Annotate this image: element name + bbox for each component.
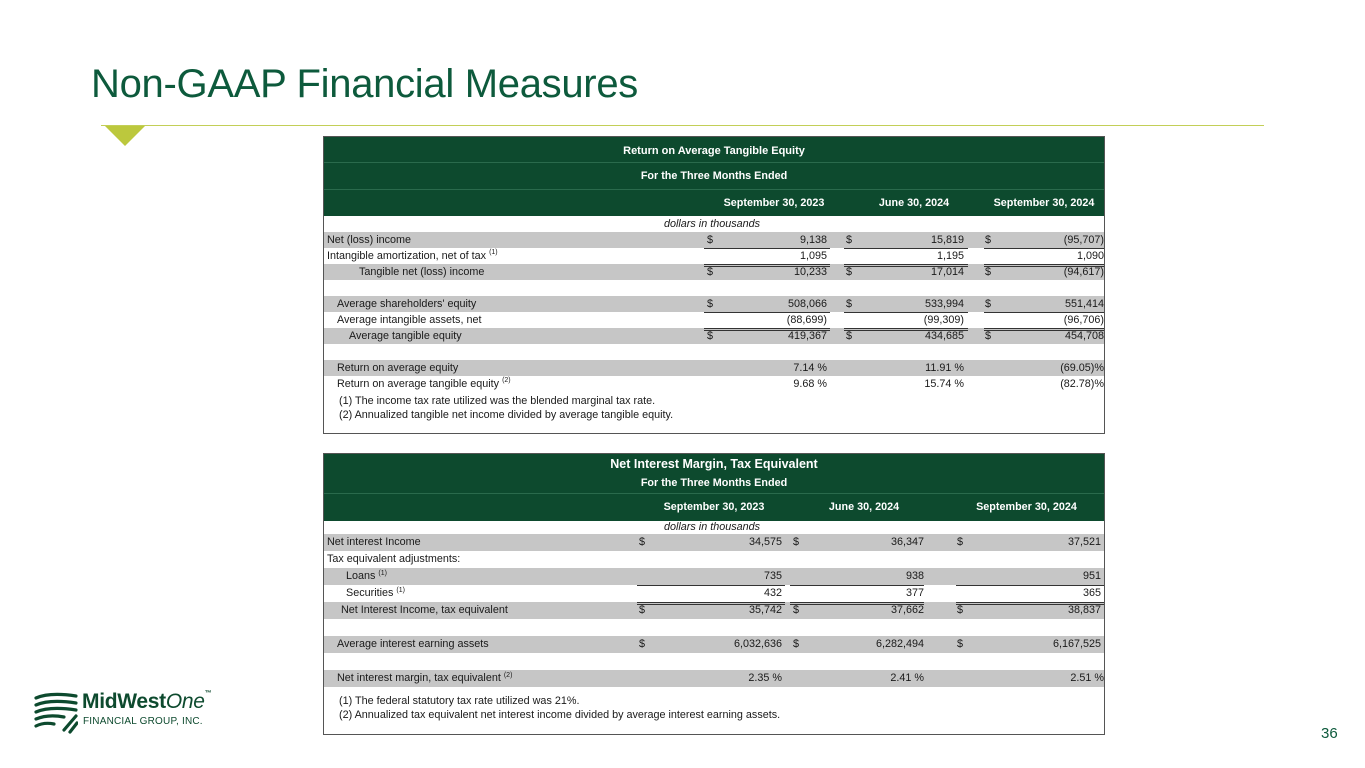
dollar-sign: $: [846, 330, 853, 342]
underline: [956, 585, 1104, 586]
table-row: [324, 232, 1104, 248]
spacer-row: [324, 280, 1104, 296]
dollar-sign: $: [957, 638, 964, 650]
logo-name-main: MidWest: [82, 690, 166, 713]
cell-value: 432: [763, 587, 782, 599]
underline: [704, 312, 830, 313]
row-label-text: Securities: [346, 587, 394, 599]
double-underline: [790, 602, 924, 605]
footnote: (2) Annualized tax equivalent net interest income divided by average interest earning assets.: [339, 709, 781, 721]
row-label-text: Intangible amortization, net of tax: [327, 250, 487, 262]
cell-value: 34,575: [748, 536, 782, 548]
double-underline: [844, 264, 968, 267]
cell-value: 2.41 %: [890, 672, 924, 684]
company-logo: [34, 690, 224, 735]
rote-col-header: September 30, 2023: [723, 197, 825, 209]
slide-title: Non-GAAP Financial Measures: [91, 62, 638, 106]
cell-value: 419,367: [787, 330, 827, 342]
cell-value: 735: [763, 570, 782, 582]
row-label: [346, 568, 387, 585]
logo-trademark: ™: [204, 690, 212, 697]
cell-value: 951: [1082, 570, 1101, 582]
cell-value: 6,032,636: [733, 638, 782, 650]
double-underline: [637, 602, 785, 605]
row-label: Net interest Income: [327, 536, 421, 548]
cell-value: 454,708: [1064, 330, 1104, 342]
cell-value: (69.05)%: [1060, 362, 1104, 374]
table-row: [324, 312, 1104, 328]
dollar-sign: $: [957, 604, 964, 616]
cell-value: (96,706): [1063, 314, 1104, 326]
underline: [637, 585, 785, 586]
cell-value: 11.91 %: [925, 362, 964, 374]
table-row-total: [324, 328, 1104, 344]
logo-wordmark: [82, 690, 211, 714]
underline: [844, 312, 968, 313]
double-underline: [984, 264, 1104, 267]
cell-value: (99,309): [923, 314, 964, 326]
footnote: (1) The income tax rate utilized was the blended marginal tax rate.: [339, 395, 656, 407]
dollar-sign: $: [707, 266, 714, 278]
divider-triangle: [105, 126, 145, 146]
nim-col-header: September 30, 2024: [976, 501, 1077, 513]
cell-value: 1,195: [936, 250, 964, 262]
dollar-sign: $: [793, 604, 800, 616]
cell-value: 15,819: [930, 234, 964, 246]
rote-period-header: For the Three Months Ended: [324, 162, 1104, 189]
cell-value: 2.35 %: [748, 672, 782, 684]
cell-value: 6,167,525: [1052, 638, 1101, 650]
footnote-ref: (1): [396, 587, 405, 594]
footnote-ref: (1): [378, 570, 387, 577]
logo-mark-icon: [34, 690, 78, 734]
unit-row: [324, 216, 1104, 232]
double-underline: [844, 328, 968, 331]
footnote: (2) Annualized tangible net income divided by average tangible equity.: [339, 409, 674, 421]
row-label: Tangible net (loss) income: [359, 266, 485, 278]
row-label-text: Loans: [346, 570, 376, 582]
cell-value: 938: [905, 570, 924, 582]
cell-value: 10,233: [793, 266, 827, 278]
underline: [704, 248, 830, 249]
cell-value: 35,742: [748, 604, 782, 616]
page-number: 36: [1321, 725, 1338, 742]
dollar-sign: $: [639, 536, 646, 548]
spacer-row: [324, 619, 1104, 636]
rote-table: [323, 136, 1105, 434]
dollar-sign: $: [639, 638, 646, 650]
footnote-ref: (1): [489, 249, 498, 256]
table-row: [324, 296, 1104, 312]
dollar-sign: $: [707, 234, 714, 246]
row-label: Average intangible assets, net: [337, 314, 482, 326]
cell-value: 1,095: [799, 250, 827, 262]
dollar-sign: $: [957, 536, 964, 548]
nim-column-headers: [324, 493, 1104, 521]
cell-value: 1,090: [1076, 250, 1104, 262]
dollar-sign: $: [707, 330, 714, 342]
double-underline: [956, 602, 1104, 605]
footnote: (1) The federal statutory tax rate utilized was 21%.: [339, 695, 580, 707]
row-label: [327, 248, 498, 264]
row-label: Tax equivalent adjustments:: [327, 553, 461, 565]
cell-value: 377: [905, 587, 924, 599]
underline: [844, 248, 968, 249]
underline: [984, 312, 1104, 313]
logo-subtitle: FINANCIAL GROUP, INC.: [83, 716, 203, 727]
cell-value: 365: [1082, 587, 1101, 599]
cell-value: 37,521: [1067, 536, 1101, 548]
cell-value: 36,347: [890, 536, 924, 548]
unit-row: [324, 521, 1104, 534]
row-label: [337, 670, 512, 687]
logo-name-accent: One: [165, 690, 205, 713]
row-label: Average tangible equity: [349, 330, 462, 342]
dollar-sign: $: [985, 234, 992, 246]
table-row: [324, 670, 1104, 687]
table-row: [324, 585, 1104, 602]
cell-value: (88,699): [786, 314, 827, 326]
cell-value: 9,138: [799, 234, 827, 246]
cell-value: 6,282,494: [875, 638, 924, 650]
table-row: [324, 360, 1104, 376]
cell-value: 434,685: [924, 330, 964, 342]
cell-value: 38,837: [1067, 604, 1101, 616]
dollar-sign: $: [846, 298, 853, 310]
cell-value: (94,617): [1063, 266, 1104, 278]
row-label: [337, 376, 511, 392]
row-label: Net (loss) income: [327, 234, 411, 246]
row-label: Average interest earning assets: [337, 638, 489, 650]
underline: [984, 248, 1104, 249]
spacer-row: [324, 344, 1104, 360]
dollar-sign: $: [985, 330, 992, 342]
table-row: [324, 376, 1104, 392]
nim-table: [323, 453, 1105, 735]
spacer-row: [324, 653, 1104, 670]
dollar-sign: $: [639, 604, 646, 616]
dollar-sign: $: [707, 298, 714, 310]
row-label: Average shareholders' equity: [337, 298, 477, 310]
rote-column-headers: [324, 189, 1104, 216]
footnote-ref: (2): [503, 672, 513, 679]
table-row: [324, 248, 1104, 264]
cell-value: 7.14 %: [793, 362, 827, 374]
cell-value: (95,707): [1063, 234, 1104, 246]
row-label: Net Interest Income, tax equivalent: [341, 604, 508, 616]
cell-value: 533,994: [924, 298, 964, 310]
table-row-total: [324, 602, 1104, 619]
dollar-sign: $: [985, 266, 992, 278]
row-label-text: Return on average tangible equity: [337, 378, 500, 390]
unit-note: dollars in thousands: [664, 218, 761, 230]
nim-period-header: For the Three Months Ended: [324, 474, 1104, 493]
cell-value: 508,066: [787, 298, 827, 310]
table-row-total: [324, 264, 1104, 280]
table-row: [324, 636, 1104, 653]
double-underline: [704, 264, 830, 267]
rote-col-header: June 30, 2024: [878, 197, 950, 209]
table-row: [324, 534, 1104, 551]
dollar-sign: $: [985, 298, 992, 310]
double-underline: [984, 328, 1104, 331]
cell-value: 9.68 %: [793, 378, 827, 390]
cell-value: 37,662: [890, 604, 924, 616]
dollar-sign: $: [793, 638, 800, 650]
underline: [790, 585, 924, 586]
row-label: Return on average equity: [337, 362, 459, 374]
row-label: [346, 585, 405, 602]
footnote-ref: (2): [502, 377, 511, 384]
dollar-sign: $: [846, 234, 853, 246]
nim-table-title: Net Interest Margin, Tax Equivalent: [324, 454, 1104, 474]
table-row: [324, 551, 1104, 568]
dollar-sign: $: [846, 266, 853, 278]
cell-value: (82.78)%: [1060, 378, 1104, 390]
unit-note: dollars in thousands: [664, 521, 761, 533]
dollar-sign: $: [793, 536, 800, 548]
cell-value: 15.74 %: [924, 378, 964, 390]
nim-col-header: September 30, 2023: [663, 501, 765, 513]
rote-table-title: Return on Average Tangible Equity: [324, 137, 1104, 162]
cell-value: 551,414: [1064, 298, 1104, 310]
nim-col-header: June 30, 2024: [828, 501, 900, 513]
rote-col-header: September 30, 2024: [993, 197, 1095, 209]
cell-value: 2.51 %: [1070, 672, 1104, 684]
row-label-text: Net interest margin, tax equivalent: [337, 672, 501, 684]
table-row: [324, 568, 1104, 585]
cell-value: 17,014: [930, 266, 964, 278]
title-divider: [101, 125, 1264, 126]
double-underline: [704, 328, 830, 331]
